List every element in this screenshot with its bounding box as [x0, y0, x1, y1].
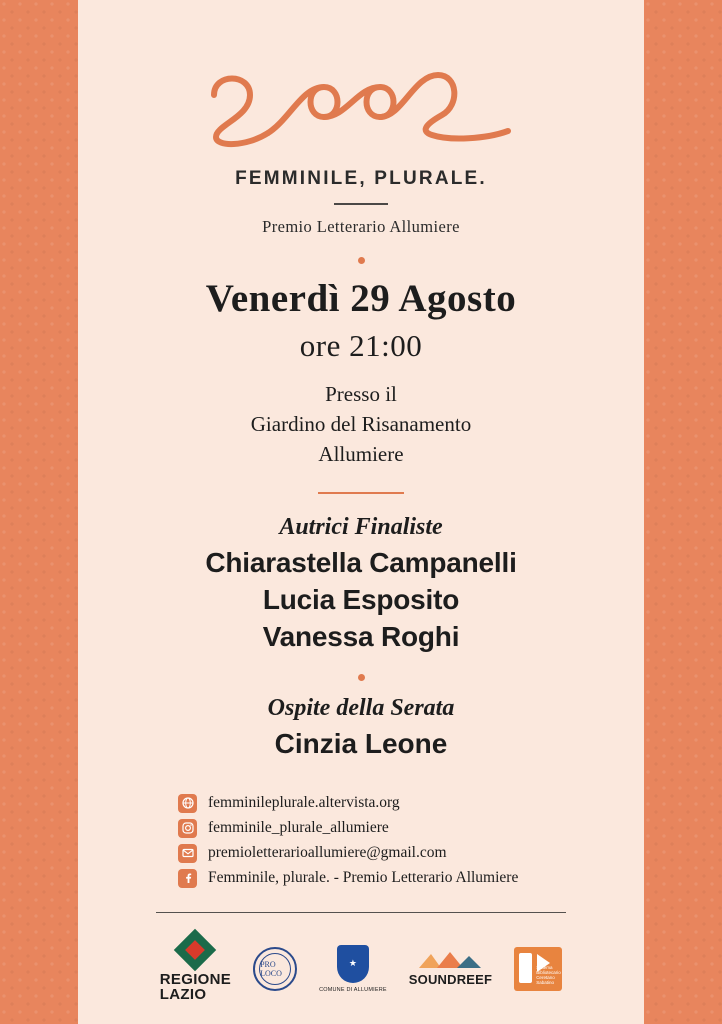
- squiggle-logo-icon: [201, 62, 521, 152]
- contact-instagram-text: femminile_plurale_allumiere: [208, 819, 389, 837]
- regione-lazio-line1: REGIONE: [159, 971, 232, 989]
- seal-logo: [253, 947, 297, 991]
- dot-separator-top: [358, 257, 365, 264]
- comune-shield-icon: ★: [337, 945, 369, 983]
- guest-name: Cinzia Leone: [274, 727, 448, 759]
- comune-allumiere-logo: [319, 945, 387, 993]
- divider-under-brand: [334, 203, 388, 205]
- sponsor-logos: [78, 935, 644, 1002]
- finalist-name-1: Chiarastella Campanelli: [205, 546, 517, 578]
- dot-separator-bottom: [358, 674, 365, 681]
- event-venue: [251, 380, 471, 469]
- divider-accent: [318, 492, 404, 494]
- venue-line-2: Giardino del Risanamento: [250, 412, 472, 437]
- seal-icon: [253, 947, 297, 991]
- event-date: Venerdì 29 Agosto: [205, 276, 517, 320]
- contact-email[interactable]: [178, 844, 447, 863]
- right-texture-band: [644, 0, 722, 1024]
- soundreef-text: SOUNDREEF: [408, 972, 493, 988]
- contacts-list: [78, 794, 644, 894]
- regione-lazio-text: [160, 972, 231, 1002]
- footer-divider: [156, 912, 566, 914]
- comune-caption: COMUNE DI ALLUMIERE: [319, 986, 387, 993]
- email-icon: [178, 844, 197, 863]
- contact-website-text: femminileplurale.altervista.org: [208, 794, 400, 812]
- biblioteca-caption: Sistema Bibliotecario Ceretano Sabatino: [536, 964, 561, 985]
- event-time: ore 21:00: [299, 328, 423, 364]
- poster-subtitle: Premio Letterario Allumiere: [262, 216, 460, 236]
- venue-line-3: Allumiere: [318, 442, 404, 467]
- contact-facebook[interactable]: [178, 869, 518, 888]
- seal-text: PRO LOCO: [259, 953, 291, 985]
- instagram-icon: [178, 819, 197, 838]
- regione-lazio-line2: LAZIO: [159, 986, 207, 1004]
- contact-email-text: premioletterarioallumiere@gmail.com: [208, 844, 447, 862]
- soundreef-wave-icon: [416, 950, 484, 970]
- biblioteca-icon: [514, 947, 562, 991]
- venue-line-1: Presso il: [325, 382, 397, 407]
- soundreef-logo: [409, 950, 492, 987]
- finalist-name-3: Vanessa Roghi: [262, 620, 460, 652]
- contact-instagram[interactable]: [178, 819, 389, 838]
- biblioteca-logo: [514, 947, 562, 991]
- contact-website[interactable]: [178, 794, 400, 813]
- finalist-name-2: Lucia Esposito: [262, 583, 460, 615]
- poster-sheet: [78, 0, 644, 1024]
- contact-facebook-text: Femminile, plurale. - Premio Letterario Allumiere: [208, 869, 519, 887]
- finalists-label: Autrici Finaliste: [279, 513, 443, 540]
- guest-label: Ospite della Serata: [267, 694, 455, 721]
- regione-lazio-logo: [160, 935, 231, 1002]
- website-icon: [178, 794, 197, 813]
- left-texture-band: [0, 0, 78, 1024]
- brand-title: FEMMINILE, PLURALE.: [235, 168, 487, 189]
- facebook-icon: [178, 869, 197, 888]
- regione-lazio-mark-icon: [174, 929, 216, 971]
